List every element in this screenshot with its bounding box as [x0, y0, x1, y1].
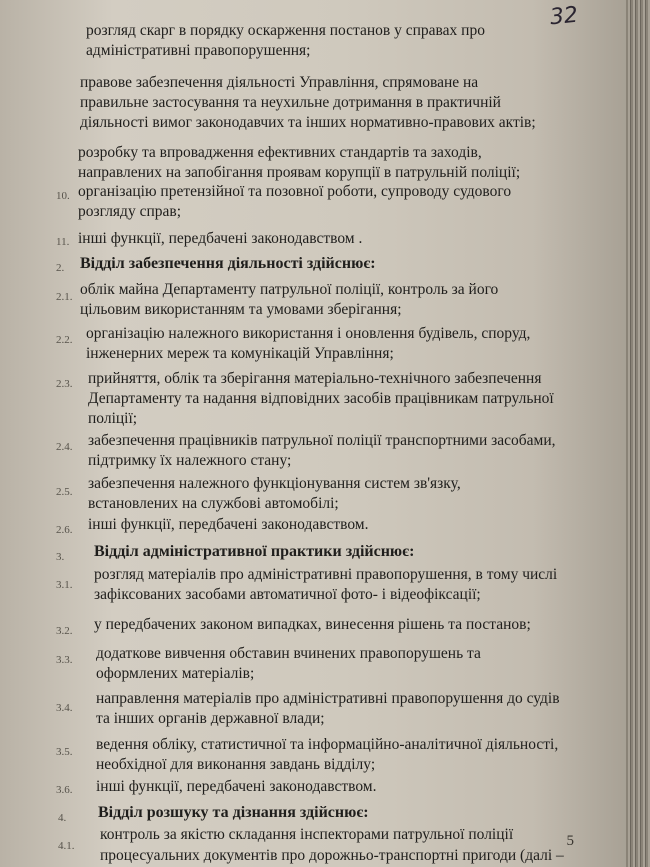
- text-line: правильне застосування та неухильне дотримання в практичній: [80, 94, 501, 111]
- item-number: 3.6.: [56, 784, 73, 796]
- text-line: Департаменту та надання відповідних засобів працівникам патрульної: [88, 390, 554, 407]
- item-number: 10.: [56, 190, 70, 202]
- text-line: забезпечення належного функціонування систем зв'язку,: [88, 475, 461, 492]
- item-number: 3.3.: [56, 654, 73, 666]
- text-line: інші функції, передбачені законодавством.: [88, 516, 369, 533]
- text-line: контроль за якістю складання інспекторами патрульної поліції: [100, 826, 514, 843]
- text-line: необхідної для виконання завдань відділу;: [96, 756, 376, 773]
- text-line: додаткове вивчення обставин вчинених правопорушень та: [96, 645, 481, 662]
- item-number: 2.3.: [56, 378, 73, 390]
- text-line: інші функції, передбачені законодавством .: [78, 230, 363, 247]
- text-line: розробку та впровадження ефективних стандартів та заходів,: [78, 144, 482, 161]
- text-line: встановлених на службові автомобілі;: [88, 495, 339, 512]
- text-line: інші функції, передбачені законодавством.: [96, 778, 377, 795]
- text-line: забезпечення працівників патрульної поліції транспортними засобами,: [88, 432, 556, 449]
- item-number: 2.4.: [56, 441, 73, 453]
- text-line: підтримку їх належного стану;: [88, 452, 292, 469]
- text-line: адміністративні правопорушення;: [86, 42, 311, 59]
- text-line: прийняття, облік та зберігання матеріально-технічного забезпечення: [88, 370, 542, 387]
- text-line: організацію претензійної та позовної роботи, супроводу судового: [78, 183, 512, 200]
- text-line: розгляду справ;: [78, 203, 181, 220]
- text-line: ведення обліку, статистичної та інформаційно-аналітичної діяльності,: [96, 736, 559, 753]
- text-line: розгляд матеріалів про адміністративні правопорушення, в тому числі: [94, 566, 558, 583]
- item-number: 2.1.: [56, 291, 73, 303]
- item-number: 3.4.: [56, 702, 73, 714]
- text-line: цільовим використанням та умовами зберігання;: [80, 301, 402, 318]
- item-number: 3.5.: [56, 746, 73, 758]
- section-number: 2.: [56, 262, 65, 274]
- text-line: поліції;: [88, 410, 138, 427]
- text-line: та інших органів державної влади;: [96, 710, 325, 727]
- text-line: правове забезпечення діяльності Управління, спрямоване на: [80, 74, 479, 91]
- section-heading: Відділ розшуку та дізнання здійснює:: [98, 804, 369, 821]
- text-line: інженерних мереж та комунікацій Управління;: [86, 345, 394, 362]
- text-line: направлення матеріалів про адміністративні правопорушення до судів: [96, 690, 560, 707]
- section-number: 3.: [56, 551, 65, 563]
- handwritten-page-number: 32: [548, 2, 580, 31]
- item-number: 3.2.: [56, 625, 73, 637]
- text-line: направлених на запобігання проявам корупції в патрульній поліції;: [78, 164, 521, 181]
- text-line: у передбачених законом випадках, винесення рішень та постанов;: [94, 616, 531, 633]
- text-line-content: розгляд скарг в порядку оскарження постанов у справах про: [86, 22, 485, 39]
- section-heading: Відділ забезпечення діяльності здійснює:: [80, 255, 376, 272]
- text-line: зафіксованих засобами автоматичної фото- і відеофіксації;: [94, 586, 481, 603]
- text-line: діяльності вимог законодавчих та інших нормативно-правових актів;: [80, 114, 536, 131]
- text-line: облік майна Департаменту патрульної поліції, контроль за його: [80, 281, 499, 298]
- text-line: процесуальних документів про дорожньо-транспортні пригоди (далі –: [100, 847, 564, 864]
- binder-edge: [626, 0, 650, 867]
- item-number: 3.1.: [56, 579, 73, 591]
- text-line: організацію належного використання і оновлення будівель, споруд,: [86, 325, 531, 342]
- section-heading: Відділ адміністративної практики здійснює:: [94, 543, 415, 560]
- item-number: 2.5.: [56, 486, 73, 498]
- section-number: 4.: [58, 812, 67, 824]
- footer-page-number: 5: [566, 833, 574, 849]
- text-line: [86, 22, 558, 40]
- text-line: оформлених матеріалів;: [96, 665, 255, 682]
- item-number: 4.1.: [58, 840, 75, 852]
- item-number: 11.: [56, 236, 70, 248]
- item-number: 2.6.: [56, 524, 73, 536]
- item-number: 2.2.: [56, 334, 73, 346]
